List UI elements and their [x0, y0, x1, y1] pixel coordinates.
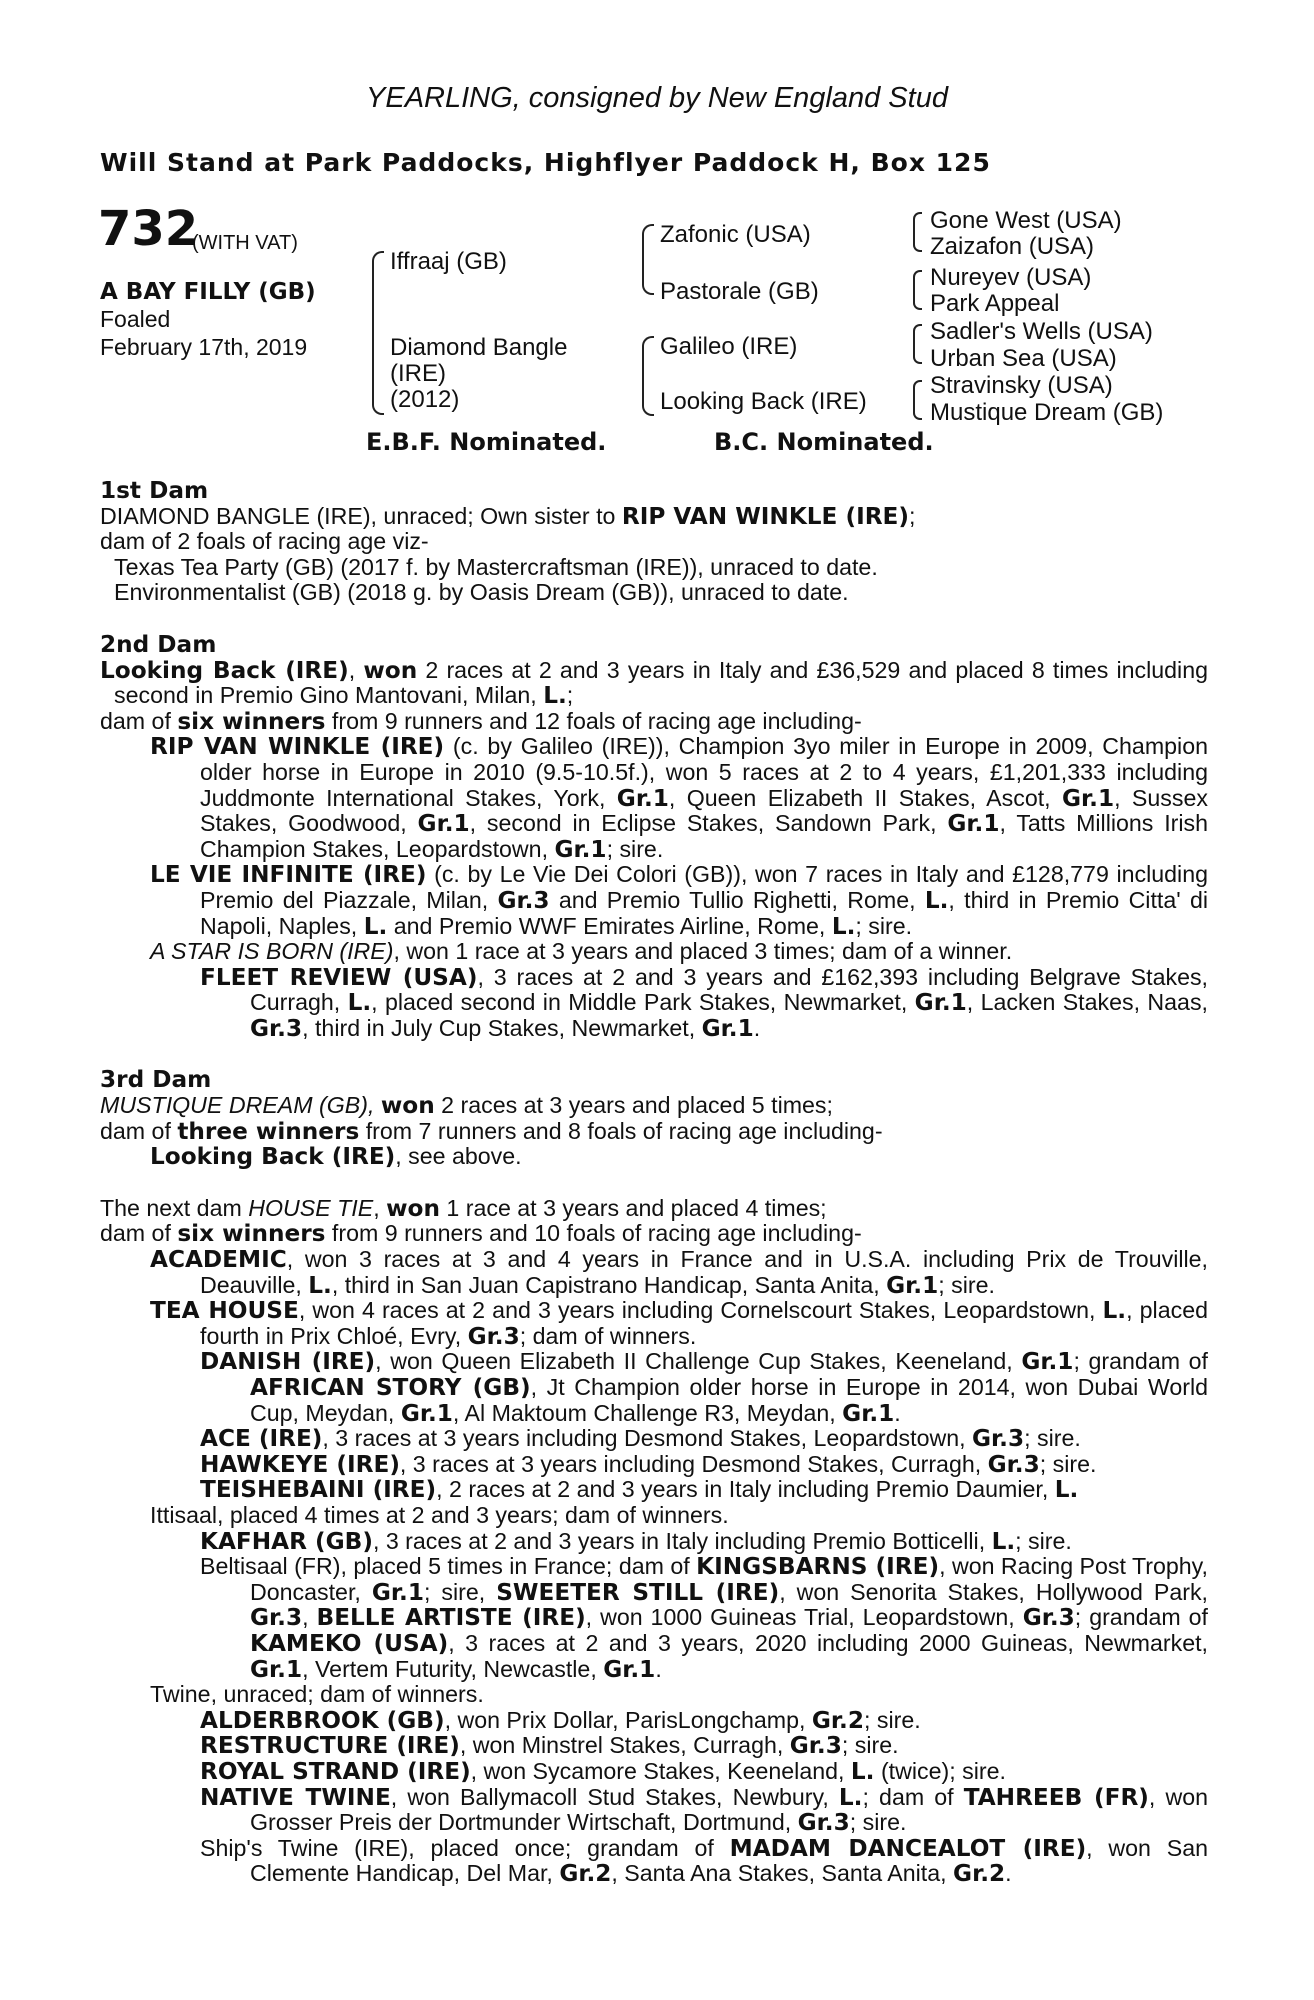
pedigree-dam-sire: Galileo (IRE) [660, 333, 798, 360]
foal-entry: Texas Tea Party (GB) (2017 f. by Mastercraftsman (IRE)), unraced to date. [114, 553, 878, 580]
pedigree-dds: Stravinsky (USA) [930, 372, 1113, 399]
produce-entry: DANISH (IRE), won Queen Elizabeth II Challenge Cup Stakes, Keeneland, Gr.1; grandam of AFRICAN STORY (GB), Jt Champion older horse in Europe in 2014, won Dubai World Cup, Meydan, Gr.1, Al Maktoum Challenge R3, Meydan, Gr.1. [200, 1348, 1209, 1427]
pedigree-bracket-ds [913, 324, 922, 364]
stand-location: Will Stand at Park Paddocks, Highflyer Paddock H, Box 125 [100, 148, 991, 177]
pedigree-sss: Gone West (USA) [930, 207, 1122, 234]
pedigree-bracket-ss [913, 212, 922, 252]
pedigree-sire-sire: Zafonic (USA) [660, 221, 811, 248]
third-dam-heading: 3rd Dam [100, 1066, 212, 1094]
second-dam-record: Looking Back (IRE), won 2 races at 2 and 3 years in Italy and £36,529 and placed 8 times including second in Premio Gino Mantovani, Milan, L.; [100, 656, 1208, 710]
third-dam-record: MUSTIQUE DREAM (GB), won 2 races at 3 years and placed 5 times; [100, 1092, 833, 1120]
produce-entry: Ittisaal, placed 4 times at 2 and 3 years; dam of winners. [150, 1501, 729, 1528]
pedigree-ssd: Zaizafon (USA) [930, 233, 1095, 260]
produce-entry: ROYAL STRAND (IRE), won Sycamore Stakes, Keeneland, L. (twice); sire. [200, 1757, 1006, 1785]
bc-nominated: B.C. Nominated. [714, 428, 934, 456]
pedigree-body [100, 478, 1208, 1887]
pedigree-sire-dam: Pastorale (GB) [660, 278, 819, 305]
produce-entry: HAWKEYE (IRE), 3 races at 3 years including Desmond Stakes, Curragh, Gr.3; sire. [200, 1450, 1097, 1478]
lot-number: 732 [98, 201, 199, 257]
next-dam-record: The next dam HOUSE TIE, won 1 race at 3 years and placed 4 times; [100, 1194, 827, 1222]
pedigree-bracket-main [372, 251, 384, 415]
produce-entry: LE VIE INFINITE (IRE) (c. by Le Vie Dei Colori (GB)), won 7 races in Italy and £128,779 including Premio del Piazzale, Milan, Gr.3 and Premio Tullio Righetti, Rome, L., third in Premio Citta' di Napoli, Naples, L. and Premio WWF Emirates Airline, Rome, L.; sire. [150, 861, 1208, 940]
horse-name: A BAY FILLY (GB) [100, 279, 316, 305]
foal-entry: Environmentalist (GB) (2018 g. by Oasis Dream (GB)), unraced to date. [114, 579, 849, 606]
pedigree-dam-line3: (2012) [390, 386, 460, 413]
pedigree-ddd: Mustique Dream (GB) [930, 399, 1164, 426]
produce-entry: ACADEMIC, won 3 races at 3 and 4 years in France and in U.S.A. including Prix de Trouville, Deauville, L., third in San Juan Capistrano Handicap, Santa Anita, Gr.1; sire. [150, 1246, 1208, 1299]
produce-entry: ALDERBROOK (GB), won Prix Dollar, ParisLongchamp, Gr.2; sire. [200, 1706, 921, 1734]
produce-entry: A STAR IS BORN (IRE), won 1 race at 3 years and placed 3 times; dam of a winner. [150, 938, 1013, 965]
pedigree-dam-line1: Diamond Bangle [390, 334, 568, 361]
pedigree-dsd: Urban Sea (USA) [930, 345, 1117, 372]
pedigree-sds: Nureyev (USA) [930, 264, 1092, 291]
foaled-label: Foaled [100, 306, 171, 332]
pedigree-bracket-sire [642, 224, 654, 295]
page-header-title: YEARLING, consigned by New England Stud [366, 82, 948, 114]
produce-entry: Looking Back (IRE), see above. [150, 1143, 522, 1171]
produce-entry: RIP VAN WINKLE (IRE) (c. by Galileo (IRE)), Champion 3yo miler in Europe in 2009, Champion older horse in Europe in 2010 (9.5-10.5f.), won 5 races at 2 to 4 years, £1,201,333 including Juddmonte International Stakes, York, Gr.1, Queen Elizabeth II Stakes, Ascot, Gr.1, Sussex Stakes, Goodwood, Gr.1, second in Eclipse Stakes, Sandown Park, Gr.1, Tatts Millions Irish Champion Stakes, Leopardstown, Gr.1; sire. [150, 733, 1208, 863]
next-dam-produce: dam of six winners from 9 runners and 10 foals of racing age including- [100, 1220, 862, 1248]
produce-entry: Twine, unraced; dam of winners. [150, 1681, 484, 1708]
third-dam-produce: dam of three winners from 7 runners and 8 foals of racing age including- [100, 1117, 883, 1145]
ebf-nominated: E.B.F. Nominated. [366, 428, 607, 456]
produce-entry: NATIVE TWINE, won Ballymacoll Stud Stakes, Newbury, L.; dam of TAHREEB (FR), won Grosser Preis der Dortmunder Wirtschaft, Dortmund, Gr.3; sire. [200, 1783, 1208, 1837]
second-dam-heading: 2nd Dam [100, 630, 217, 658]
pedigree-bracket-dd [913, 380, 922, 420]
second-dam-produce: dam of six winners from 9 runners and 12 foals of racing age including- [100, 707, 862, 735]
first-dam-foals-intro: dam of 2 foals of racing age viz- [100, 528, 429, 555]
pedigree-bracket-dam [642, 336, 654, 416]
first-dam-line: DIAMOND BANGLE (IRE), unraced; Own sister to RIP VAN WINKLE (IRE); [100, 502, 916, 530]
vat-label: (WITH VAT) [192, 232, 298, 254]
pedigree-sdd: Park Appeal [930, 290, 1060, 317]
produce-entry: TEA HOUSE, won 4 races at 2 and 3 years including Cornelscourt Stakes, Leopardstown, L., placed fourth in Prix Chloé, Evry, Gr.3; dam of winners. [150, 1297, 1208, 1350]
pedigree-dam-dam: Looking Back (IRE) [660, 388, 867, 415]
pedigree-sire: Iffraaj (GB) [390, 248, 507, 275]
first-dam-heading: 1st Dam [100, 477, 209, 504]
produce-entry: TEISHEBAINI (IRE), 2 races at 2 and 3 years in Italy including Premio Daumier, L. [200, 1476, 1079, 1504]
foaled-date: February 17th, 2019 [100, 334, 308, 360]
produce-entry: ACE (IRE), 3 races at 3 years including Desmond Stakes, Leopardstown, Gr.3; sire. [200, 1425, 1081, 1453]
produce-entry: KAFHAR (GB), 3 races at 2 and 3 years in Italy including Premio Botticelli, L.; sire. [200, 1527, 1072, 1555]
produce-entry: FLEET REVIEW (USA), 3 races at 2 and 3 years and £162,393 including Belgrave Stakes, Curragh, L., placed second in Middle Park Stakes, Newmarket, Gr.1, Lacken Stakes, Naas, Gr.3, third in July Cup Stakes, Newmarket, Gr.1. [200, 963, 1209, 1042]
pedigree-dam-line2: (IRE) [390, 360, 446, 387]
produce-entry: RESTRUCTURE (IRE), won Minstrel Stakes, Curragh, Gr.3; sire. [200, 1732, 899, 1760]
produce-entry: Beltisaal (FR), placed 5 times in France; dam of KINGSBARNS (IRE), won Racing Post Trophy, Doncaster, Gr.1; sire, SWEETER STILL (IRE), won Senorita Stakes, Hollywood Park, Gr.3, BELLE ARTISTE (IRE), won 1000 Guineas Trial, Leopardstown, Gr.3; grandam of KAMEKO (USA), 3 races at 2 and 3 years, 2020 including 2000 Guineas, Newmarket, Gr.1, Vertem Futurity, Newcastle, Gr.1. [200, 1553, 1209, 1683]
pedigree-bracket-sd [913, 270, 922, 310]
produce-entry: Ship's Twine (IRE), placed once; grandam of MADAM DANCEALOT (IRE), won San Clemente Handicap, Del Mar, Gr.2, Santa Ana Stakes, Santa Anita, Gr.2. [200, 1834, 1209, 1888]
pedigree-dss: Sadler's Wells (USA) [930, 318, 1153, 345]
